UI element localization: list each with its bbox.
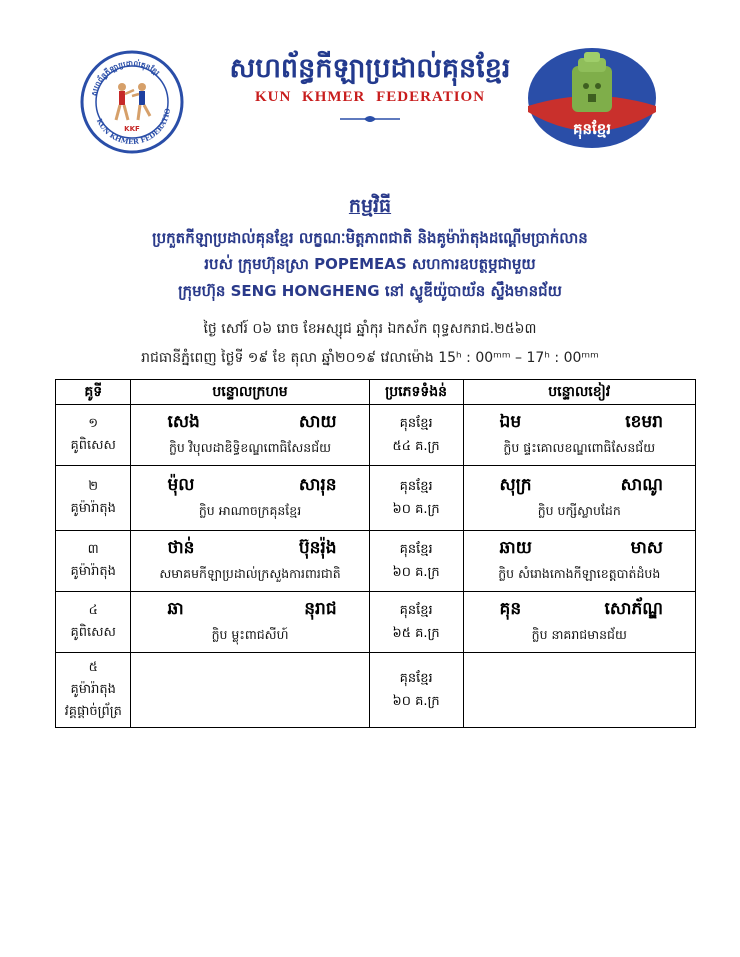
blue-fighter-cell — [463, 531, 695, 592]
weight-cell — [369, 592, 463, 653]
header-bout-number: គូទី — [56, 380, 131, 405]
table-row — [56, 653, 696, 728]
bout-number-cell — [56, 405, 131, 466]
blue-first-name: គុន — [499, 599, 522, 619]
red-first-name: ឆា — [167, 599, 184, 619]
blue-first-name: ឯម — [499, 412, 522, 432]
table-row — [56, 405, 696, 466]
bout-number: ៥ — [88, 660, 98, 675]
blue-first-name: សុក្រ — [499, 475, 532, 495]
bout-number: ២ — [88, 479, 99, 494]
bout-number-cell — [56, 531, 131, 592]
red-fighter-cell — [131, 653, 369, 728]
bout-type: គូពិសេស — [70, 625, 116, 640]
red-last-name: សាយ — [298, 412, 337, 432]
red-fighter-cell — [131, 466, 369, 531]
blue-last-name: សោភ័ណ្ឌ — [604, 599, 663, 619]
blue-fighter-cell — [463, 653, 695, 728]
program-title: កម្មវិធី — [348, 195, 392, 217]
red-last-name: នុរាជ — [304, 599, 337, 619]
blue-last-name: មាស — [630, 538, 663, 558]
red-first-name: ម៉ុល — [167, 475, 195, 495]
weight-value: ៥៤ គ.ក្រ — [392, 439, 440, 454]
bout-type: គូម៉ារ៉ាតុង — [70, 501, 116, 516]
event-line-2: របស់ ក្រុមហ៊ុនស្រា POPEMEAS សហការឧបត្ថម្ភជាមួយ — [204, 255, 536, 273]
logo-badge: KKF — [124, 125, 140, 133]
weight-value: ៦០ គ.ក្រ — [392, 694, 440, 709]
event-line-3: ក្រុមហ៊ុន SENG HONGHENG នៅ ស្ទូឌីយ៉ូបាយ័ន ស្ទឹងមានជ័យ — [178, 282, 562, 300]
bout-number: ៣ — [87, 542, 99, 557]
table-row — [56, 592, 696, 653]
weight-value: ៦០ គ.ក្រ — [392, 502, 440, 517]
blue-fighter-cell — [463, 405, 695, 466]
weight-kind: គុនខ្មែរ — [399, 542, 433, 557]
logo-text: គុនខ្មែរ — [572, 120, 612, 138]
weight-cell — [369, 531, 463, 592]
header-red-corner: បន្ទោលក្រហម — [131, 380, 369, 405]
red-club: ក្លិប អាណាចក្រគុនខ្មែរ — [198, 503, 302, 518]
bout-number-cell — [56, 466, 131, 531]
weight-cell — [369, 466, 463, 531]
bout-number-cell — [56, 592, 131, 653]
table-header-row — [56, 380, 696, 405]
table-row — [56, 531, 696, 592]
venue-date-time: រាជធានីភ្នំពេញ ថ្ងៃទី ១៩ ខែ តុលា ឆ្នាំ២០១៩ វេលាម៉ោង 15ʰ : 00ᵐᵐ – 17ʰ : 00ᵐᵐ — [141, 350, 599, 366]
bout-number: ១ — [88, 416, 99, 431]
blue-club: ក្លិប បក្សីស្លាបដែក — [537, 503, 621, 518]
header-blue-corner: បន្ទោលខៀវ — [463, 380, 695, 405]
red-first-name: សេង — [167, 412, 200, 432]
logo-ring-text: សហព័ន្ធកីឡាប្រដាល់គុនខ្មែរ — [89, 58, 162, 97]
red-club: ក្លិប ម្លុះពាជសីហ៍ — [211, 627, 289, 642]
weight-kind: គុនខ្មែរ — [399, 479, 433, 494]
table-row — [56, 466, 696, 531]
red-fighter-cell — [131, 405, 369, 466]
logo-bottom-text: KUN KHMER FEDERATIO — [94, 107, 173, 147]
red-club: សមាគមកីឡាប្រដាល់ក្រសួងការពារជាតិ — [159, 566, 341, 581]
red-fighter-cell — [131, 531, 369, 592]
header-weight-class: ប្រភេទទំងន់ — [369, 380, 463, 405]
weight-cell — [369, 653, 463, 728]
lunar-date: ថ្ងៃ សៅរ៍ ០៦ រោច ខែអស្សុជ ឆ្នាំកុរ ឯកស័ក ពុទ្ធសករាជ.២៥៦៣ — [203, 321, 537, 337]
weight-kind: គុនខ្មែរ — [399, 671, 433, 686]
red-last-name: សារុន — [298, 475, 337, 495]
red-club: ក្លិប វិបុលដាឌិទ្ធិខណ្ឌពោធិសែនជ័យ — [169, 440, 332, 455]
bout-type: គូម៉ារ៉ាតុង — [70, 564, 116, 579]
weight-value: ៦០ គ.ក្រ — [392, 565, 440, 580]
federation-title-kh: សហព័ន្ធកីឡាប្រដាល់គុនខ្មែរ — [229, 53, 511, 84]
red-last-name: ប៊ុនរ៉ុង — [298, 538, 337, 558]
bout-type: គូពិសេស — [70, 438, 116, 453]
kkf-logo — [80, 50, 184, 154]
bout-number: ៤ — [88, 603, 98, 618]
red-fighter-cell — [131, 592, 369, 653]
bout-number-cell — [56, 653, 131, 728]
weight-cell — [369, 405, 463, 466]
blue-club: ក្លិប សំរោងកោងកីឡាខេត្តបាត់ដំបង — [498, 566, 661, 581]
divider-ornament — [340, 114, 400, 124]
red-first-name: ថាន់ — [167, 538, 195, 558]
bout-stage: វគ្គផ្តាច់ព្រ័ត្រ — [64, 704, 122, 719]
event-line-1: ប្រកួតកីឡាប្រដាល់គុនខ្មែរ លក្ខណៈមិត្តភាពជាតិ និងគូម៉ារ៉ាតុងដណ្តើមប្រាក់លាន — [152, 229, 588, 247]
federation-title-en: KUN KHMER FEDERATION — [254, 89, 486, 105]
blue-last-name: សាណូ — [620, 475, 663, 495]
weight-kind: គុនខ្មែរ — [399, 416, 433, 431]
weight-value: ៦៥ គ.ក្រ — [392, 626, 440, 641]
blue-last-name: ខេមរា — [625, 412, 663, 432]
bout-type: គូម៉ារ៉ាតុង — [70, 682, 116, 697]
kun-khmer-logo — [526, 46, 658, 150]
blue-club: ក្លិប នាគរាជមានជ័យ — [531, 627, 627, 642]
blue-first-name: ឆាយ — [499, 538, 532, 558]
blue-club: ក្លិប ផ្ទះគោលខណ្ឌពោធិសែនជ័យ — [503, 440, 656, 455]
bouts-table — [55, 379, 696, 728]
weight-kind: គុនខ្មែរ — [399, 603, 433, 618]
blue-fighter-cell — [463, 466, 695, 531]
blue-fighter-cell — [463, 592, 695, 653]
